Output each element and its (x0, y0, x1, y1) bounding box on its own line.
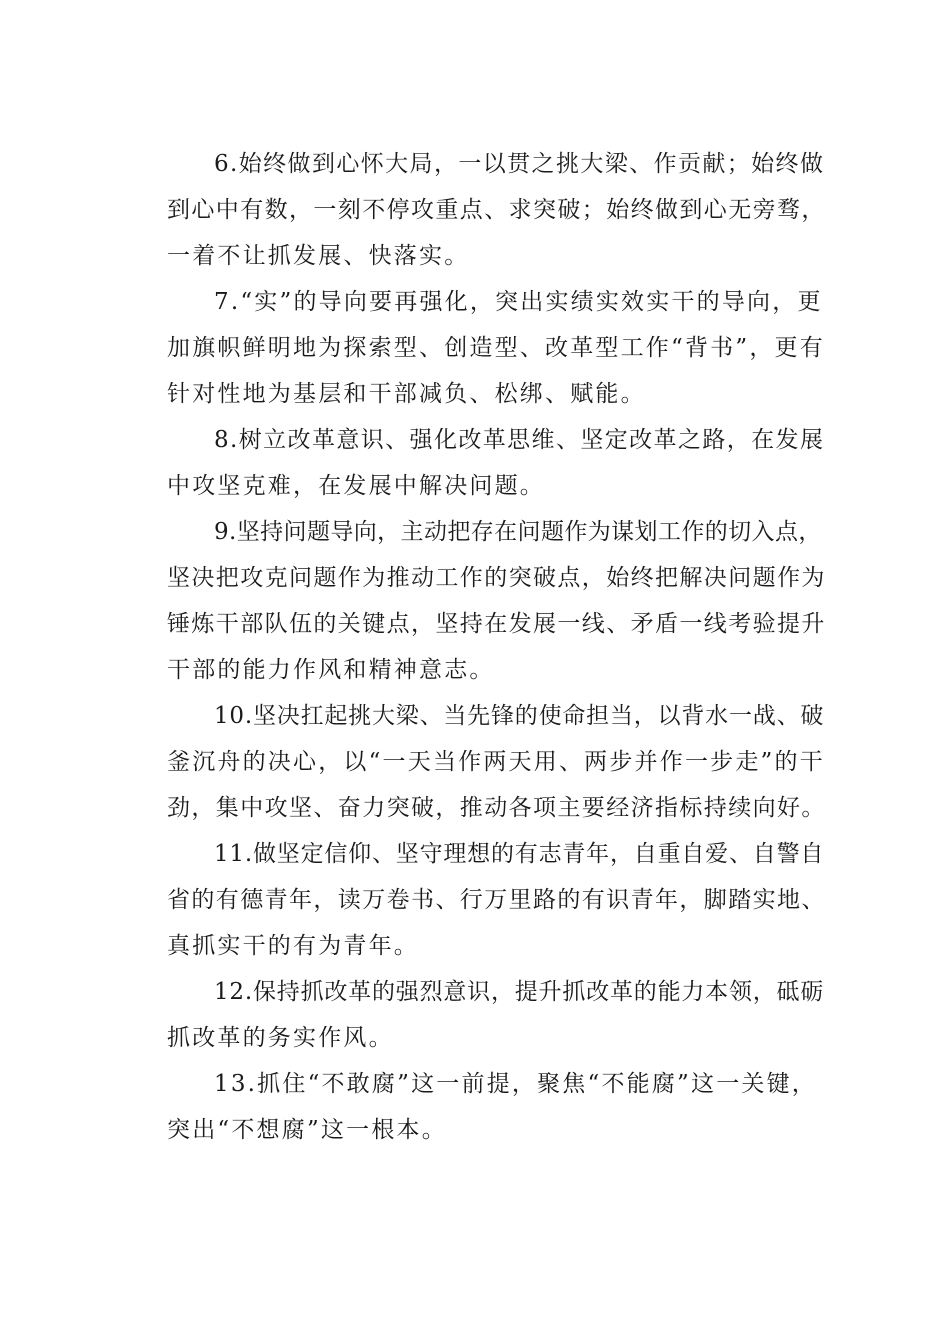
paragraph-12 (120, 969, 826, 1061)
paragraph-10 (120, 693, 826, 831)
paragraph-line: 13.抓住“不敢腐”这一前提，聚焦“不能腐”这一关键， (214, 1071, 818, 1097)
paragraph-line: 真抓实干的有为青年。 (167, 933, 419, 959)
paragraph-6 (120, 141, 826, 279)
paragraph-line: 10.坚决扛起挑大梁、当先锋的使命担当，以背水一战、破 (214, 703, 825, 729)
paragraph-line: 8.树立改革意识、强化改革思维、坚定改革之路，在发展 (214, 427, 825, 453)
paragraph-8 (120, 417, 826, 509)
paragraph-line: 12.保持抓改革的强烈意识，提升抓改革的能力本领，砥砺 (214, 979, 825, 1005)
paragraph-line: 到心中有数，一刻不停攻重点、求突破；始终做到心无旁骛， (167, 197, 826, 223)
paragraph-line: 11.做坚定信仰、坚守理想的有志青年，自重自爱、自警自 (214, 841, 825, 867)
paragraph-line: 7.“实”的导向要再强化，突出实绩实效实干的导向，更 (214, 289, 823, 315)
paragraph-line: 干部的能力作风和精神意志。 (167, 657, 495, 683)
paragraph-7 (120, 279, 826, 417)
paragraph-line: 坚决把攻克问题作为推动工作的突破点，始终把解决问题作为 (167, 565, 826, 591)
paragraph-line: 釜沉舟的决心，以“一天当作两天用、两步并作一步走”的干 (167, 749, 825, 775)
paragraph-line: 中攻坚克难，在发展中解决问题。 (167, 473, 545, 499)
document-page (120, 141, 826, 1153)
paragraph-9 (120, 509, 826, 693)
paragraph-line: 6.始终做到心怀大局，一以贯之挑大梁、作贡献；始终做 (214, 151, 825, 177)
paragraph-line: 一着不让抓发展、快落实。 (167, 243, 470, 269)
paragraph-line: 突出“不想腐”这一根本。 (167, 1117, 447, 1143)
paragraph-line: 劲，集中攻坚、奋力突破，推动各项主要经济指标持续向好。 (167, 795, 826, 821)
paragraph-13 (120, 1061, 826, 1153)
paragraph-line: 锤炼干部队伍的关键点，坚持在发展一线、矛盾一线考验提升 (167, 611, 826, 637)
paragraph-line: 9.坚持问题导向，主动把存在问题作为谋划工作的切入点， (214, 519, 822, 545)
paragraph-line: 加旗帜鲜明地为探索型、创造型、改革型工作“背书”，更有 (167, 335, 825, 361)
paragraph-line: 针对性地为基层和干部减负、松绑、赋能。 (167, 381, 646, 407)
paragraph-11 (120, 831, 826, 969)
paragraph-line: 抓改革的务实作风。 (167, 1025, 394, 1051)
paragraph-line: 省的有德青年，读万卷书、行万里路的有识青年，脚踏实地、 (167, 887, 826, 913)
